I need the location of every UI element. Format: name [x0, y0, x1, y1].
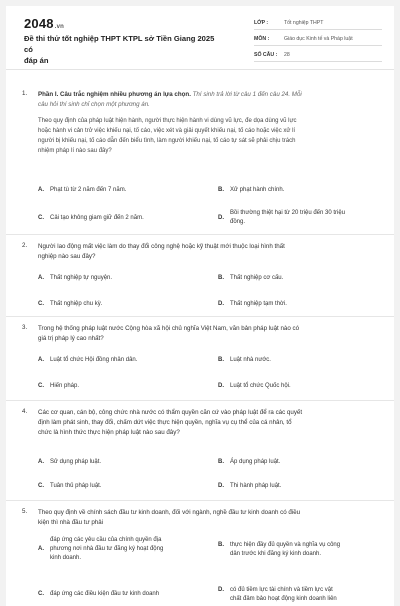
option-letter: B.	[218, 542, 224, 548]
meta-key: LỚP :	[254, 19, 269, 26]
option-line: Bồi thường thiệt hại từ 20 triệu đến 30 triệu	[230, 210, 346, 216]
option-line: thực hiện đầy đủ quyền và nghĩa vụ công	[230, 542, 341, 548]
option-letter: D.	[218, 587, 224, 593]
option-text: Luật tổ chức Hội đồng nhân dân.	[50, 357, 138, 363]
meta-key: SỐ CÂU :	[254, 51, 278, 58]
option-text	[50, 536, 163, 563]
option-letter: D.	[218, 483, 224, 489]
text-line: kiện thì nhà đầu tư phải	[38, 519, 104, 526]
question-text	[38, 508, 368, 528]
body-line: người bị khiếu nại, tố cáo dẫn đến biểu tình, làm người khiếu nại, tố cáo tự sát sẽ phải chịu trách	[38, 138, 296, 144]
part-instruction: Thí sinh trả lời từ câu 1 đến câu 24. Mỗi	[190, 91, 302, 98]
option-letter: B.	[218, 275, 224, 281]
option-text: Thất nghiệp tạm thời.	[230, 301, 287, 307]
option-text: Thi hành pháp luật.	[230, 483, 282, 489]
document-meta	[254, 16, 382, 64]
option-letter: D.	[218, 215, 224, 221]
question-text	[38, 242, 368, 262]
option-letter: C.	[38, 215, 44, 221]
question-number: 2.	[22, 242, 28, 249]
meta-value: 28	[284, 51, 290, 58]
question-divider	[6, 234, 394, 235]
option-text: Cải tạo không giam giữ đến 2 năm.	[50, 215, 144, 221]
title-line: đáp án	[24, 56, 49, 65]
option-letter: D.	[218, 383, 224, 389]
option-letter: B.	[218, 357, 224, 363]
option-text	[230, 209, 345, 227]
option-letter: C.	[38, 383, 44, 389]
part-instruction: câu hỏi thí sinh chỉ chọn một phương án.	[38, 101, 150, 108]
text-line: chức là hình thức thực hiện pháp luật nào sau đây?	[38, 429, 180, 436]
question-text	[38, 408, 368, 438]
option-text	[230, 586, 337, 604]
question-divider	[6, 316, 394, 317]
option-text: Hiến pháp.	[50, 383, 80, 389]
option-text: Luật nhà nước.	[230, 357, 271, 363]
option-text: Luật tổ chức Quốc hội.	[230, 383, 291, 389]
question-divider	[6, 400, 394, 401]
option-letter: C.	[38, 301, 44, 307]
option-letter: B.	[218, 187, 224, 193]
site-logo[interactable]	[24, 16, 64, 31]
question-divider	[6, 500, 394, 501]
option-letter: A.	[38, 546, 44, 552]
body-line: Theo quy định của pháp luật hiện hành, người thực hiện hành vi dùng vũ lực, đe dọa dùng vũ lực	[38, 118, 297, 124]
option-letter: A.	[38, 357, 44, 363]
option-letter: A.	[38, 459, 44, 465]
option-letter: C.	[38, 483, 44, 489]
title-line: Đề thi thử tốt nghiệp THPT KTPL sở Tiền Giang 2025 có	[24, 34, 215, 54]
option-line: đáp ứng các yêu cầu của chính quyền địa	[50, 537, 162, 543]
meta-class-row	[254, 16, 382, 30]
meta-subject-row	[254, 32, 382, 46]
logo-tld: .vn	[54, 24, 65, 30]
question-text	[38, 324, 368, 344]
meta-count-row	[254, 48, 382, 62]
option-line: kinh doanh.	[50, 555, 82, 561]
question-number: 4.	[22, 408, 28, 415]
option-line: dân trước khi đăng ký kinh doanh.	[230, 551, 322, 557]
meta-key: MÔN :	[254, 35, 270, 42]
option-text: Áp dụng pháp luật.	[230, 459, 281, 465]
document-page	[6, 6, 394, 606]
option-letter: A.	[38, 187, 44, 193]
body-line: nhiệm pháp lí nào sau đây?	[38, 148, 112, 154]
document-title	[24, 33, 224, 66]
text-line: Người lao động mất việc làm do thay đổi công nghệ hoặc kỹ thuật mới thuộc loại hình thất	[38, 243, 285, 250]
body-line: hoặc hành vi cản trở việc khiếu nại, tố cáo, việc xét và giải quyết khiếu nại, tố cáo hoặc việc xử lí	[38, 128, 296, 134]
option-text: Thất nghiệp cơ cấu.	[230, 275, 284, 281]
document-header	[6, 6, 394, 70]
part-heading: Phần I. Câu trắc nghiệm nhiều phương án lựa chọn.	[38, 91, 191, 98]
text-line: định làm phát sinh, thay đổi, chấm dứt việc thực hiện quyền, nghĩa vụ cụ thể của cá nhân, tổ	[38, 419, 292, 426]
option-letter: C.	[38, 591, 44, 597]
option-text: Thất nghiệp tự nguyện.	[50, 275, 113, 281]
option-line: đồng.	[230, 219, 246, 225]
option-letter: D.	[218, 301, 224, 307]
question-text	[38, 90, 368, 110]
text-line: Các cơ quan, cán bộ, công chức nhà nước có thẩm quyền căn cứ vào pháp luật để ra các quyết	[38, 409, 303, 416]
option-letter: A.	[38, 275, 44, 281]
question-number: 3.	[22, 324, 28, 331]
option-line: phương nơi nhà đầu tư đăng ký hoạt động	[50, 546, 164, 552]
option-text	[230, 541, 340, 559]
option-text: Tuân thủ pháp luật.	[50, 483, 102, 489]
option-text: đáp ứng các điều kiện đầu tư kinh doanh	[50, 591, 160, 597]
question-number: 1.	[22, 90, 28, 97]
text-line: nghiệp nào sau đây?	[38, 253, 96, 260]
option-text: Phạt tù từ 2 năm đến 7 năm.	[50, 187, 127, 193]
option-text: Sử dụng pháp luật.	[50, 459, 102, 465]
option-line: chất đảm bảo hoạt động kinh doanh liên	[230, 596, 337, 602]
question-number: 5.	[22, 508, 28, 515]
text-line: Theo quy định về chính sách đầu tư kinh doanh, đối với ngành, nghề đầu tư kinh doanh có điều	[38, 509, 301, 516]
question-body	[38, 116, 368, 156]
text-line: Trong hệ thống pháp luật nước Cộng hòa xã hội chủ nghĩa Việt Nam, văn bản pháp luật nào có	[38, 325, 300, 332]
logo-text: 2048	[24, 16, 54, 31]
text-line: giá trị pháp lý cao nhất?	[38, 335, 104, 342]
option-text: Xử phạt hành chính.	[230, 187, 285, 193]
meta-value: Tốt nghiệp THPT	[284, 19, 324, 26]
option-letter: B.	[218, 459, 224, 465]
option-line: có đủ tiềm lực tài chính và tiềm lực vật	[230, 587, 333, 593]
meta-value: Giáo dục Kinh tế và Pháp luật	[284, 35, 353, 42]
option-text: Thất nghiệp chu kỳ.	[50, 301, 103, 307]
